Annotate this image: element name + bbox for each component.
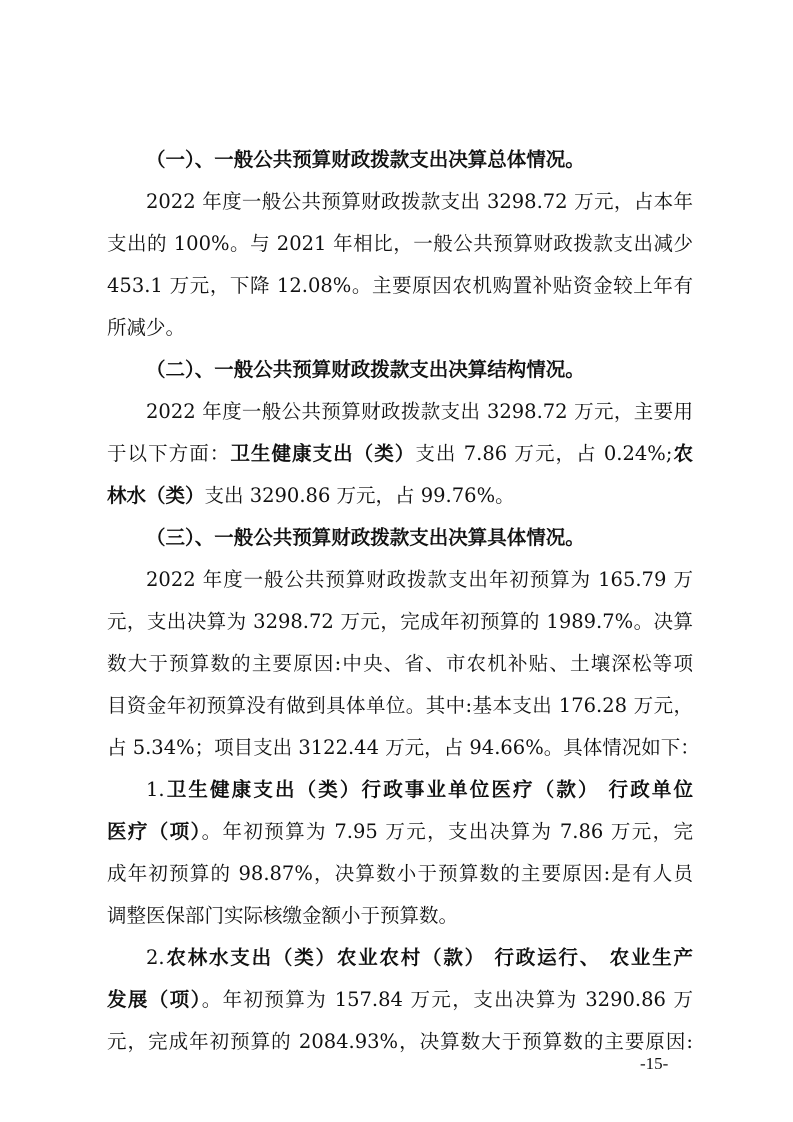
paragraph-line: 2022 年度一般公共预算财政拨款支出 3298.72 万元，主要用: [146, 400, 693, 423]
item1-title: 1.卫生健康支出（类）行政事业单位医疗（款） 行政单位: [146, 778, 693, 801]
section2-heading: （二）、一般公共预算财政拨款支出决算结构情况。: [146, 358, 585, 381]
category-health: 卫生健康支出（类）: [230, 442, 416, 465]
paragraph-line: 于以下方面：卫生健康支出（类）支出 7.86 万元，占 0.24%;农: [107, 442, 693, 465]
paragraph-line: 支出的 100%。与 2021 年相比，一般公共预算财政拨款支出减少: [107, 232, 693, 255]
paragraph-line: 目资金年初预算没有做到具体单位。其中:基本支出 176.28 万元，: [107, 694, 693, 717]
paragraph-line: 元，支出决算为 3298.72 万元，完成年初预算的 1989.7%。决算: [107, 610, 693, 633]
paragraph-line: 元，完成年初预算的 2084.93%，决算数大于预算数的主要原因:: [107, 1030, 693, 1053]
section1-heading: （一）、一般公共预算财政拨款支出决算总体情况。: [146, 148, 585, 171]
paragraph-line: 2022 年度一般公共预算财政拨款支出年初预算为 165.79 万: [146, 568, 693, 591]
category-agri: 林水（类）: [107, 484, 205, 507]
paragraph-line: 调整医保部门实际核缴金额小于预算数。: [107, 904, 459, 927]
paragraph-line: 成年初预算的 98.87%，决算数小于预算数的主要原因:是有人员: [107, 862, 693, 885]
paragraph-line: 占 5.34%；项目支出 3122.44 万元，占 94.66%。具体情况如下：: [107, 736, 700, 759]
paragraph-line: 2022 年度一般公共预算财政拨款支出 3298.72 万元，占本年: [146, 190, 693, 213]
paragraph-line: 发展（项）。年初预算为 157.84 万元，支出决算为 3290.86 万: [107, 988, 693, 1011]
paragraph-line: 数大于预算数的主要原因:中央、省、市农机补贴、土壤深松等项: [107, 652, 693, 675]
paragraph-line: 453.1 万元，下降 12.08%。主要原因农机购置补贴资金较上年有: [107, 274, 693, 297]
paragraph-line: 林水（类）支出 3290.86 万元，占 99.76%。: [107, 484, 515, 507]
section3-heading: （三）、一般公共预算财政拨款支出决算具体情况。: [146, 526, 585, 549]
paragraph-line: 医疗（项）。年初预算为 7.95 万元，支出决算为 7.86 万元，完: [107, 820, 693, 843]
item2-title: 2.农林水支出（类）农业农村（款） 行政运行、 农业生产: [146, 946, 693, 969]
page-number: -15-: [640, 1054, 669, 1073]
category-agri-start: 农: [672, 442, 693, 465]
paragraph-line: 所减少。: [107, 316, 186, 339]
